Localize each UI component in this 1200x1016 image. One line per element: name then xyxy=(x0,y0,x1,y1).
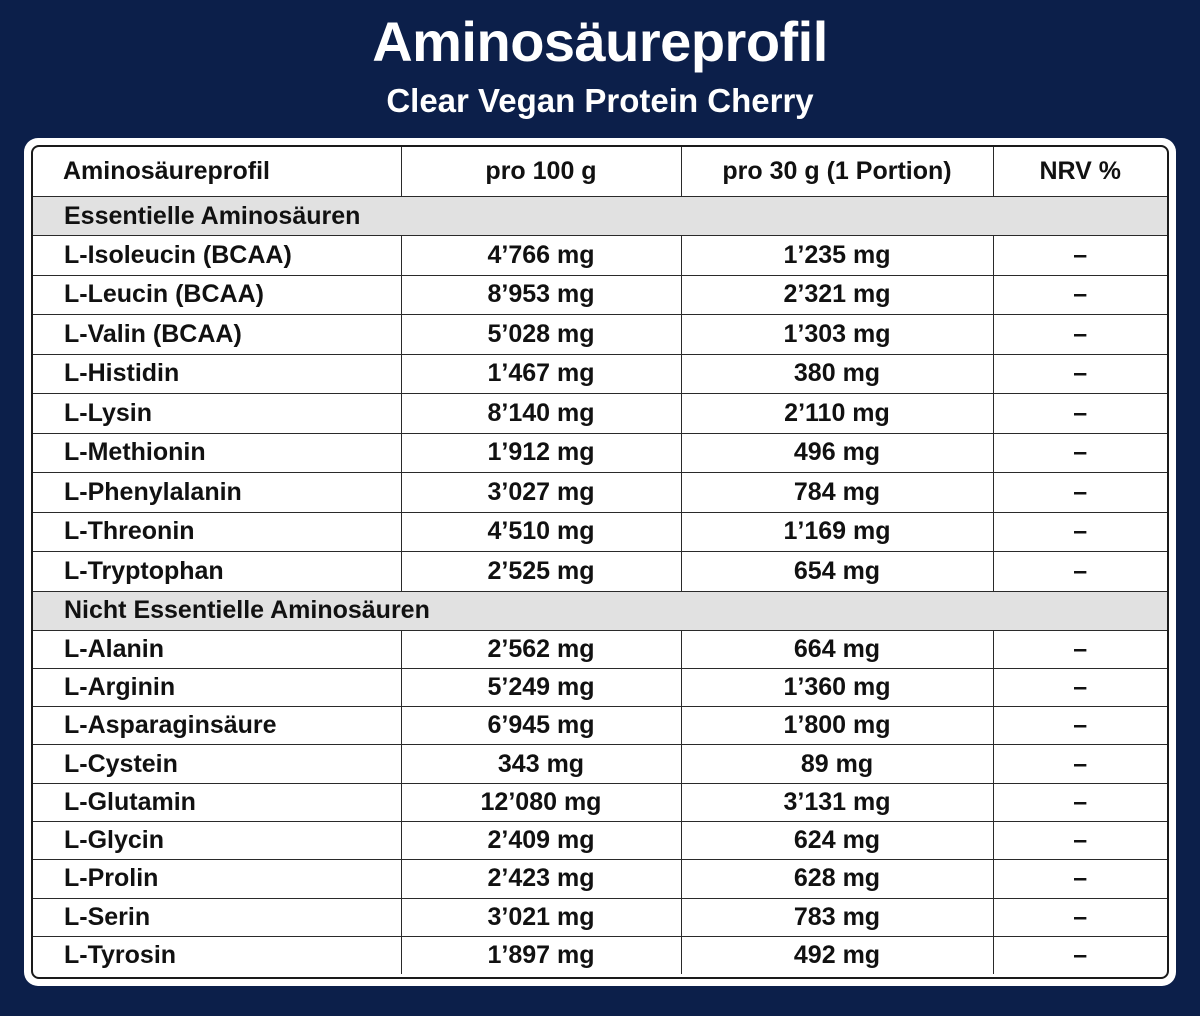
amino-acid-name: L-Methionin xyxy=(33,433,401,473)
value-per-portion: 783 mg xyxy=(681,898,993,936)
table-row xyxy=(33,236,1167,276)
amino-table-card xyxy=(24,138,1176,986)
amino-acid-name: L-Prolin xyxy=(33,860,401,898)
value-per-portion: 1’169 mg xyxy=(681,512,993,552)
value-per-portion: 624 mg xyxy=(681,821,993,859)
amino-acid-name: L-Cystein xyxy=(33,745,401,783)
value-per-100g: 3’027 mg xyxy=(401,473,681,513)
nrv-value: – xyxy=(993,821,1167,859)
column-header-per-100g: pro 100 g xyxy=(401,147,681,197)
amino-acid-name: L-Phenylalanin xyxy=(33,473,401,513)
table-row xyxy=(33,898,1167,936)
amino-acid-name: L-Glycin xyxy=(33,821,401,859)
amino-acid-name: L-Threonin xyxy=(33,512,401,552)
value-per-portion: 2’110 mg xyxy=(681,394,993,434)
value-per-100g: 2’525 mg xyxy=(401,552,681,592)
value-per-100g: 5’028 mg xyxy=(401,315,681,355)
value-per-portion: 89 mg xyxy=(681,745,993,783)
table-row xyxy=(33,707,1167,745)
value-per-portion: 2’321 mg xyxy=(681,275,993,315)
nrv-value: – xyxy=(993,354,1167,394)
page-subtitle: Clear Vegan Protein Cherry xyxy=(386,82,814,119)
amino-acid-name: L-Asparaginsäure xyxy=(33,707,401,745)
nrv-value: – xyxy=(993,936,1167,974)
nrv-value: – xyxy=(993,898,1167,936)
value-per-portion: 1’235 mg xyxy=(681,236,993,276)
nrv-value: – xyxy=(993,860,1167,898)
value-per-portion: 1’360 mg xyxy=(681,668,993,706)
value-per-100g: 4’510 mg xyxy=(401,512,681,552)
table-row xyxy=(33,668,1167,706)
table-header-row xyxy=(33,147,1167,197)
value-per-portion: 664 mg xyxy=(681,630,993,668)
table-row xyxy=(33,473,1167,513)
value-per-portion: 654 mg xyxy=(681,552,993,592)
amino-acid-name: L-Lysin xyxy=(33,394,401,434)
value-per-100g: 8’140 mg xyxy=(401,394,681,434)
section-title: Nicht Essentielle Aminosäuren xyxy=(33,591,1167,630)
nrv-value: – xyxy=(993,394,1167,434)
table-row xyxy=(33,936,1167,974)
nrv-value: – xyxy=(993,668,1167,706)
value-per-portion: 380 mg xyxy=(681,354,993,394)
amino-table-frame xyxy=(31,145,1169,979)
table-row xyxy=(33,630,1167,668)
table-row xyxy=(33,275,1167,315)
value-per-100g: 5’249 mg xyxy=(401,668,681,706)
value-per-100g: 8’953 mg xyxy=(401,275,681,315)
table-row xyxy=(33,745,1167,783)
value-per-portion: 1’800 mg xyxy=(681,707,993,745)
value-per-portion: 628 mg xyxy=(681,860,993,898)
table-row xyxy=(33,394,1167,434)
value-per-100g: 343 mg xyxy=(401,745,681,783)
nrv-value: – xyxy=(993,433,1167,473)
column-header-per-portion: pro 30 g (1 Portion) xyxy=(681,147,993,197)
amino-acid-name: L-Tryptophan xyxy=(33,552,401,592)
amino-acid-name: L-Isoleucin (BCAA) xyxy=(33,236,401,276)
value-per-100g: 2’423 mg xyxy=(401,860,681,898)
column-header-nrv: NRV % xyxy=(993,147,1167,197)
value-per-100g: 2’562 mg xyxy=(401,630,681,668)
page-title: Aminosäureprofil xyxy=(372,10,828,73)
amino-acid-name: L-Valin (BCAA) xyxy=(33,315,401,355)
nrv-value: – xyxy=(993,707,1167,745)
value-per-portion: 3’131 mg xyxy=(681,783,993,821)
amino-acid-name: L-Histidin xyxy=(33,354,401,394)
value-per-portion: 784 mg xyxy=(681,473,993,513)
value-per-portion: 1’303 mg xyxy=(681,315,993,355)
nrv-value: – xyxy=(993,630,1167,668)
amino-acid-name: L-Leucin (BCAA) xyxy=(33,275,401,315)
table-row xyxy=(33,433,1167,473)
amino-acid-name: L-Tyrosin xyxy=(33,936,401,974)
value-per-100g: 1’912 mg xyxy=(401,433,681,473)
table-body xyxy=(33,197,1167,975)
amino-acid-name: L-Glutamin xyxy=(33,783,401,821)
amino-acid-name: L-Arginin xyxy=(33,668,401,706)
nrv-value: – xyxy=(993,552,1167,592)
value-per-100g: 2’409 mg xyxy=(401,821,681,859)
section-title: Essentielle Aminosäuren xyxy=(33,197,1167,236)
value-per-portion: 492 mg xyxy=(681,936,993,974)
value-per-100g: 3’021 mg xyxy=(401,898,681,936)
nrv-value: – xyxy=(993,315,1167,355)
nrv-value: – xyxy=(993,783,1167,821)
amino-acid-table xyxy=(33,147,1167,974)
value-per-portion: 496 mg xyxy=(681,433,993,473)
value-per-100g: 4’766 mg xyxy=(401,236,681,276)
column-header-name: Aminosäureprofil xyxy=(33,147,401,197)
nrv-value: – xyxy=(993,473,1167,513)
nrv-value: – xyxy=(993,745,1167,783)
table-row xyxy=(33,552,1167,592)
amino-acid-name: L-Alanin xyxy=(33,630,401,668)
section-header-row xyxy=(33,197,1167,236)
nrv-value: – xyxy=(993,275,1167,315)
table-row xyxy=(33,821,1167,859)
table-row xyxy=(33,315,1167,355)
nrv-value: – xyxy=(993,236,1167,276)
value-per-100g: 1’467 mg xyxy=(401,354,681,394)
value-per-100g: 1’897 mg xyxy=(401,936,681,974)
amino-acid-name: L-Serin xyxy=(33,898,401,936)
table-row xyxy=(33,354,1167,394)
table-row xyxy=(33,860,1167,898)
table-row xyxy=(33,783,1167,821)
value-per-100g: 6’945 mg xyxy=(401,707,681,745)
nrv-value: – xyxy=(993,512,1167,552)
table-row xyxy=(33,512,1167,552)
section-header-row xyxy=(33,591,1167,630)
value-per-100g: 12’080 mg xyxy=(401,783,681,821)
